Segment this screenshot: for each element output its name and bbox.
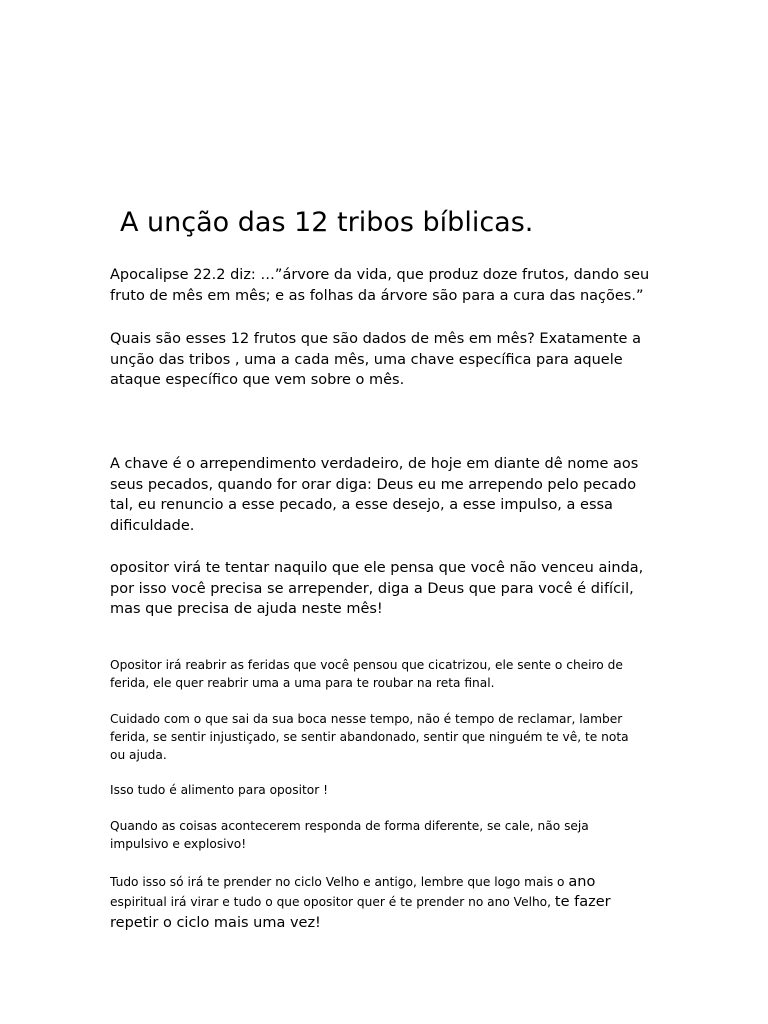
text-line: Cuidado com o que sai da sua boca nesse tempo, não é tempo de reclamar, lamber [110, 712, 623, 726]
text-line: fruto de mês em mês; e as folhas da árvore são para a cura das nações.” [110, 287, 644, 304]
paragraph-cuidado [110, 711, 670, 764]
paragraph-alimento [110, 782, 670, 800]
text-line: opositor virá te tentar naquilo que ele pensa que você não venceu ainda, [110, 560, 644, 576]
paragraph-feridas [110, 657, 670, 693]
text-line: dificuldade. [110, 517, 195, 534]
paragraph-frutos [110, 329, 670, 391]
text-line: mas que precisa de ajuda neste mês! [110, 601, 383, 618]
text-line [110, 872, 670, 892]
text-line: impulsivo e explosivo! [110, 836, 247, 851]
text-line: ou ajuda. [110, 747, 167, 762]
text-line: ataque específico que vem sobre o mês. [110, 372, 405, 389]
text-line: ferida, se sentir injustiçado, se sentir abandonado, sentir que ninguém te vê, te nota [110, 729, 629, 744]
text-line: por isso você precisa se arrepender, diga a Deus que para você é difícil, [110, 580, 634, 597]
text-run-large: te fazer [554, 894, 611, 910]
text-line: unção das tribos , uma a cada mês, uma chave específica para aquele [110, 351, 623, 368]
paragraph-ciclo [110, 872, 670, 934]
text-line: seus pecados, quando for orar diga: Deus eu me arrependo pelo pecado [110, 476, 637, 493]
text-line: A chave é o arrependimento verdadeiro, de hoje em diante dê nome aos [110, 456, 639, 472]
paragraph-quando [110, 818, 670, 854]
text-line: Apocalipse 22.2 diz: …”árvore da vida, que produz doze frutos, dando seu [110, 267, 650, 283]
text-line [110, 892, 670, 912]
text-line: Quando as coisas acontecerem responda de forma diferente, se cale, não seja [110, 819, 589, 833]
text-line: Quais são esses 12 frutos que são dados de mês em mês? Exatamente a [110, 331, 641, 347]
text-line: repetir o ciclo mais uma vez! [110, 915, 321, 931]
text-line: Opositor irá reabrir as feridas que você pensou que cicatrizou, ele sente o cheiro de [110, 658, 623, 672]
page-title: A unção das 12 tribos bíblicas. [120, 207, 534, 238]
text-line: ferida, ele quer reabrir uma a uma para te roubar na reta final. [110, 675, 495, 690]
text-run: espiritual irá virar e tudo o que opositor quer é te prender no ano Velho, [110, 895, 555, 909]
paragraph-opositor-tentar [110, 558, 670, 620]
text-line: tal, eu renuncio a esse pecado, a esse desejo, a esse impulso, a essa [110, 497, 613, 514]
paragraph-chave [110, 454, 670, 536]
paragraph-apocalipse [110, 265, 670, 306]
text-line: Isso tudo é alimento para opositor ! [110, 783, 328, 797]
text-run: Tudo isso só irá te prender no ciclo Velho e antigo, lembre que logo mais o [110, 875, 569, 889]
text-run-large: ano [568, 874, 596, 890]
